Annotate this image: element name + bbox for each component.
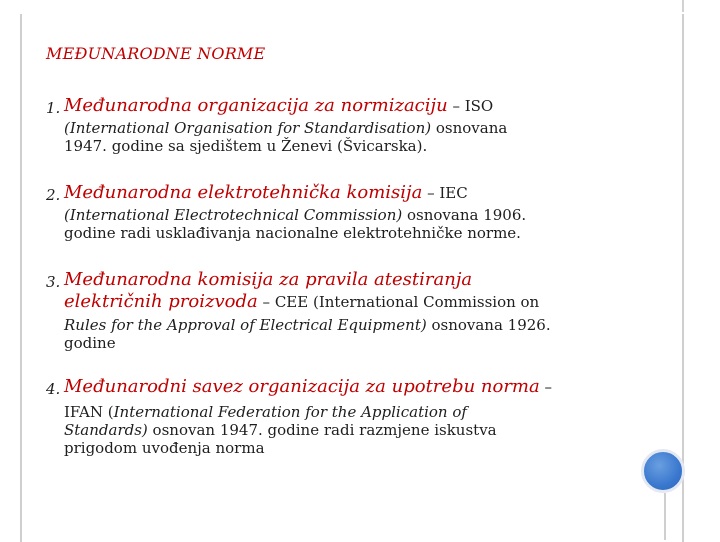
item-description-line2: godine radi usklađivanja nacionalne elektrotehničke norme.: [64, 224, 521, 242]
item-description: (International Electrotechnical Commission) osnovana 1906.: [64, 206, 527, 224]
item-description-line2: godine: [64, 334, 116, 352]
top-border: [0, 0, 684, 12]
item-heading: Međunarodna elektrotehnička komisija – IEC: [64, 182, 468, 203]
decorative-circle: [641, 449, 685, 493]
item-description-line2: prigodom uvođenja norma: [64, 439, 265, 457]
item-number: 3.: [46, 273, 61, 291]
decorative-line: [664, 493, 666, 540]
item-description-line2: 1947. godine sa sjedištem u Ženevi (Švicarska).: [64, 137, 428, 155]
item-heading: Međunarodni savez organizacija za upotrebu norma –: [64, 376, 553, 397]
item-number: 2.: [46, 186, 61, 204]
item-description: Rules for the Approval of Electrical Equipment) osnovana 1926.: [64, 316, 551, 334]
item-number: 4.: [46, 380, 61, 398]
item-number: 1.: [46, 99, 61, 117]
item-description-line0: IFAN (International Federation for the Application of: [64, 403, 467, 421]
item-description: Standards) osnovan 1947. godine radi razmjene iskustva: [64, 421, 497, 439]
item-description: (International Organisation for Standardisation) osnovana: [64, 119, 508, 137]
item-heading-line2: električnih proizvoda – CEE (International Commission on: [64, 291, 540, 312]
item-heading: Međunarodna organizacija za normizaciju – ISO: [64, 95, 494, 116]
slide-title: MEĐUNARODNE NORME: [46, 44, 266, 63]
item-heading: Međunarodna komisija za pravila atestiranja: [64, 269, 473, 290]
